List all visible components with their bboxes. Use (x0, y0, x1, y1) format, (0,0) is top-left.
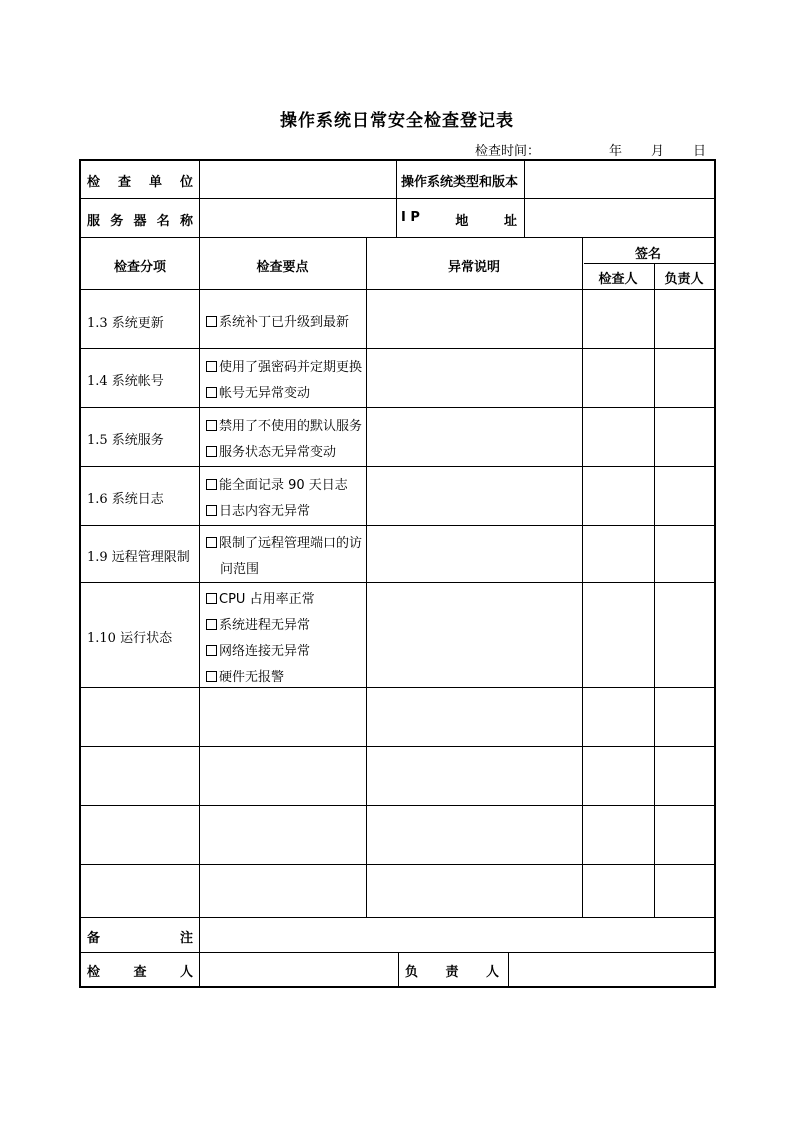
checklist-item[interactable]: 服务状态无异常变动 (206, 441, 336, 460)
checklist-item[interactable]: 网络连接无异常 (206, 640, 310, 659)
os-type-version-label: 操作系统类型和版本 (401, 175, 519, 190)
check-unit-label: 检 查 单 位 (87, 175, 193, 190)
checklist-item[interactable]: 限制了远程管理端口的访 (206, 532, 362, 551)
month-label: 月 (651, 144, 665, 159)
column-header-signature: 签名 (634, 247, 661, 262)
inspection-time-label: 检查时间： (475, 144, 541, 159)
item-category-1-9: 1.9 远程管理限制 (87, 550, 190, 565)
inspection-date-line (0, 139, 794, 159)
checkbox-icon[interactable] (206, 671, 217, 682)
footer-checker-label: 检 查 人 (87, 965, 193, 980)
column-header-checker: 检查人 (598, 272, 638, 287)
item-category-1-4: 1.4 系统帐号 (87, 374, 164, 389)
checkbox-icon[interactable] (206, 537, 217, 548)
remarks-label: 备 注 (87, 931, 193, 946)
inspection-form-table (79, 159, 716, 988)
checklist-item[interactable]: 日志内容无异常 (206, 500, 310, 519)
checkbox-icon[interactable] (206, 387, 217, 398)
item-category-1-6: 1.6 系统日志 (87, 492, 164, 507)
column-header-responsible: 负责人 (664, 272, 704, 287)
column-header-category: 检查分项 (113, 260, 166, 275)
day-label: 日 (693, 144, 707, 159)
checkbox-icon[interactable] (206, 361, 217, 372)
item-category-1-10: 1.10 运行状态 (87, 631, 173, 646)
checkbox-icon[interactable] (206, 316, 217, 327)
footer-responsible-label: 负 责 人 (405, 965, 499, 980)
year-label: 年 (609, 144, 623, 159)
column-header-exception: 异常说明 (447, 260, 500, 275)
checklist-item[interactable]: 硬件无报警 (206, 666, 284, 685)
checklist-item[interactable]: 系统补丁已升级到最新 (206, 311, 349, 330)
checkbox-icon[interactable] (206, 420, 217, 431)
column-header-points: 检查要点 (256, 260, 309, 275)
item-category-1-5: 1.5 系统服务 (87, 433, 164, 448)
checklist-item[interactable]: 能全面记录 90 天日志 (206, 474, 348, 493)
checkbox-icon[interactable] (206, 505, 217, 516)
checklist-item[interactable]: 系统进程无异常 (206, 614, 310, 633)
checklist-item[interactable]: 使用了强密码并定期更换 (206, 356, 362, 375)
checkbox-icon[interactable] (206, 619, 217, 630)
checklist-item[interactable]: 帐号无异常变动 (206, 382, 310, 401)
checklist-item[interactable]: CPU 占用率正常 (206, 588, 315, 607)
page-title: 操作系统日常安全检查登记表 (280, 111, 514, 131)
checkbox-icon[interactable] (206, 593, 217, 604)
checkbox-icon[interactable] (206, 479, 217, 490)
checklist-item[interactable]: 禁用了不使用的默认服务 (206, 415, 362, 434)
item-category-1-3: 1.3 系统更新 (87, 316, 164, 331)
checkbox-icon[interactable] (206, 645, 217, 656)
checklist-item-continuation: 问范围 (220, 562, 260, 577)
server-name-label: 服 务 器 名 称 (87, 214, 193, 229)
ip-address-label: I P 地 址 (401, 210, 517, 229)
checkbox-icon[interactable] (206, 446, 217, 457)
